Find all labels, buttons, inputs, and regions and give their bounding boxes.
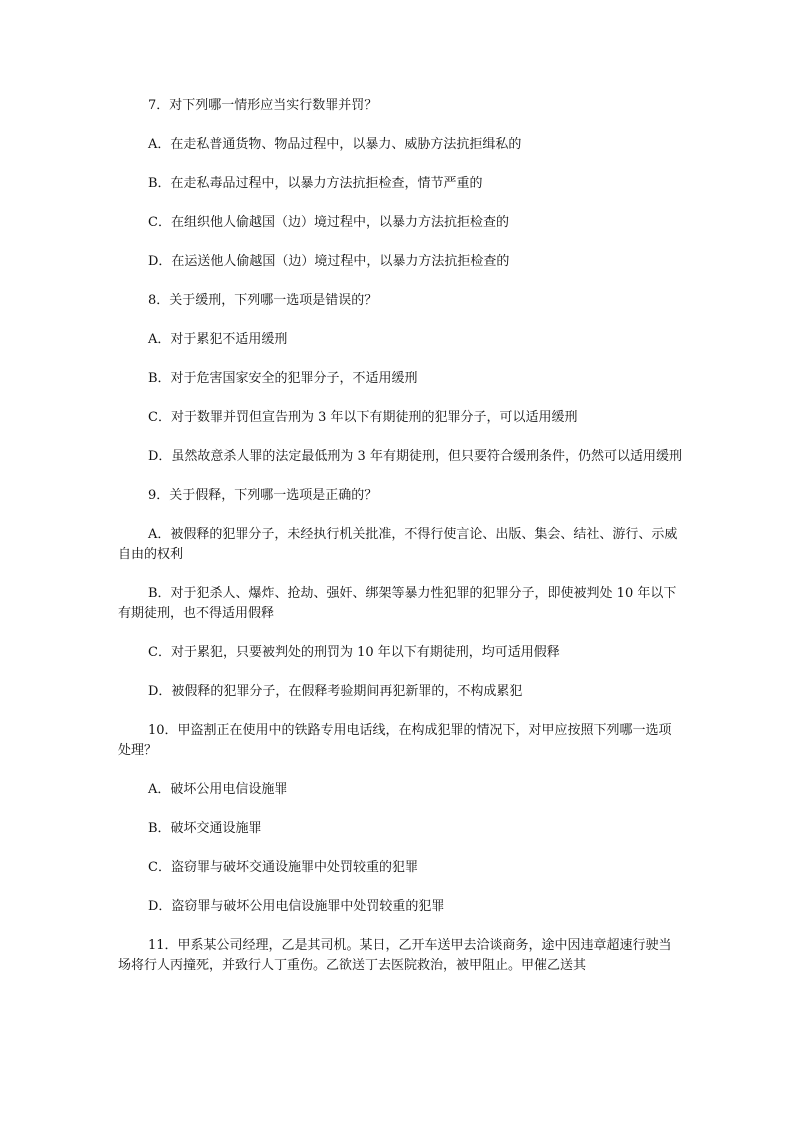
question-8-option-d: D．虽然故意杀人罪的法定最低刑为 3 年有期徒刑，但只要符合缓刑条件，仍然可以适用缓刑 [148, 449, 682, 464]
question-11: 11．甲系某公司经理，乙是其司机。某日，乙开车送甲去洽谈商务，途中因违章超速行驶当场将行人丙撞死，并致行人丁重伤。乙欲送丁去医院救治，被甲阻止。甲催乙送其 [118, 938, 672, 973]
question-9-option-a: A．被假释的犯罪分子，未经执行机关批准，不得行使言论、出版、集会、结社、游行、示威自由的权利 [118, 527, 678, 562]
question-8-option-c: C．对于数罪并罚但宣告刑为 3 年以下有期徒刑的犯罪分子，可以适用缓刑 [148, 410, 578, 425]
question-8-option-a: A．对于累犯不适用缓刑 [148, 332, 288, 347]
document-body [118, 96, 684, 976]
question-10-option-a: A．破坏公用电信设施罪 [148, 782, 288, 797]
question-8: 8．关于缓刑，下列哪一选项是错误的？ [148, 293, 378, 308]
question-9-option-c: C．对于累犯，只要被判处的刑罚为 10 年以下有期徒刑，均可适用假释 [148, 645, 560, 660]
question-7-option-c: C．在组织他人偷越国（边）境过程中，以暴力方法抗拒检查的 [148, 215, 509, 230]
question-7-option-a: A．在走私普通货物、物品过程中，以暴力、威胁方法抗拒缉私的 [148, 137, 522, 152]
question-10: 10．甲盗割正在使用中的铁路专用电话线，在构成犯罪的情况下，对甲应按照下列哪一选项处理？ [118, 723, 672, 758]
question-10-option-c: C．盗窃罪与破坏交通设施罪中处罚较重的犯罪 [148, 860, 418, 875]
question-8-option-b: B．对于危害国家安全的犯罪分子，不适用缓刑 [148, 371, 418, 386]
question-9-option-b: B．对于犯杀人、爆炸、抢劫、强奸、绑架等暴力性犯罪的犯罪分子，即使被判处 10 年以下有期徒刑，也不得适用假释 [118, 586, 677, 621]
question-7-option-d: D．在运送他人偷越国（边）境过程中，以暴力方法抗拒检查的 [148, 254, 510, 269]
question-10-option-b: B．破坏交通设施罪 [148, 821, 262, 836]
question-10-option-d: D．盗窃罪与破坏公用电信设施罪中处罚较重的犯罪 [148, 899, 445, 914]
question-7: 7．对下列哪一情形应当实行数罪并罚？ [148, 98, 378, 113]
question-9: 9．关于假释，下列哪一选项是正确的？ [148, 488, 378, 503]
question-7-option-b: B．在走私毒品过程中，以暴力方法抗拒检查，情节严重的 [148, 176, 483, 191]
question-9-option-d: D．被假释的犯罪分子，在假释考验期间再犯新罪的，不构成累犯 [148, 684, 523, 699]
